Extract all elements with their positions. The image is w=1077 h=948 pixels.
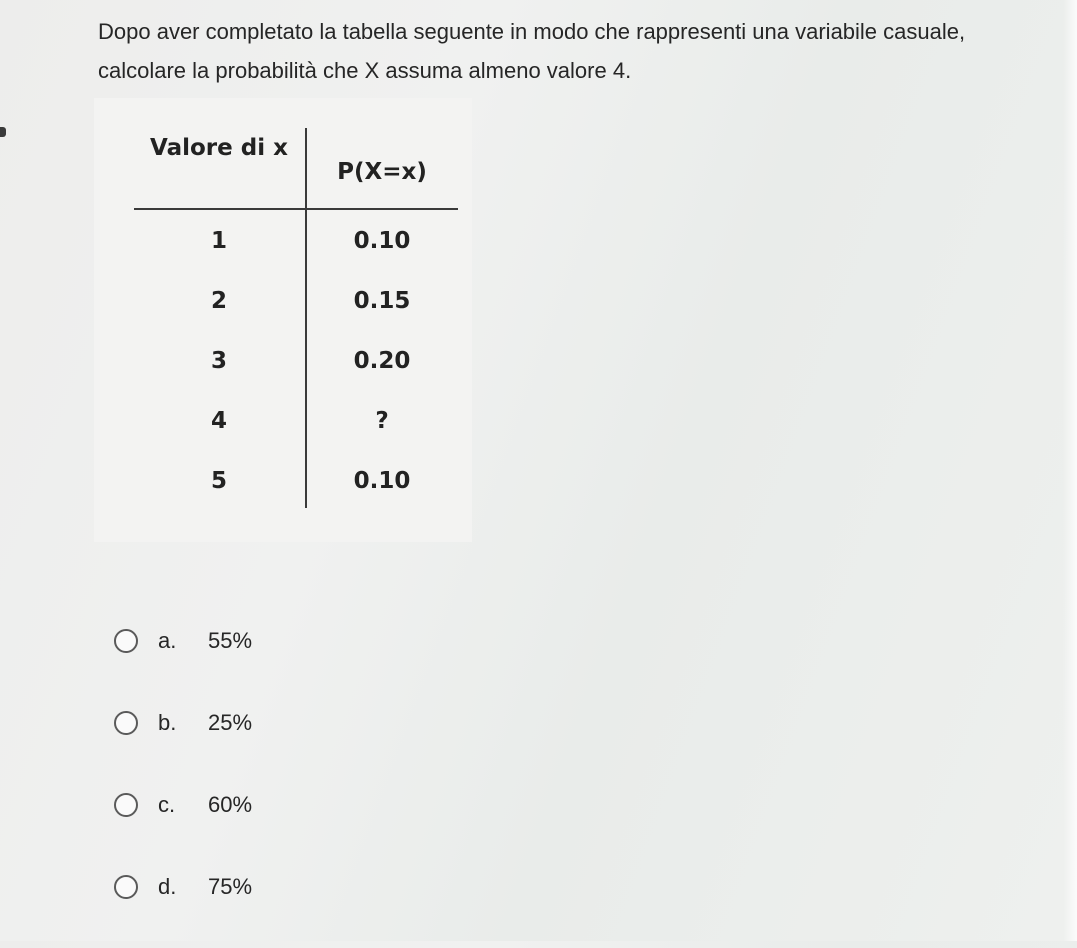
answer-options [114, 620, 252, 948]
answer-option-d[interactable] [114, 866, 252, 908]
table-cell-x: 3 [210, 348, 227, 374]
edge-marker [0, 127, 6, 137]
table-cell-x: 2 [210, 288, 227, 314]
table-cell-x: 4 [210, 408, 227, 434]
option-letter: d. [158, 874, 177, 899]
table-cell-x: 5 [210, 468, 227, 494]
option-value: 55% [208, 628, 253, 653]
table-cell-probability: 0.10 [353, 228, 411, 254]
option-letter: a. [158, 628, 177, 653]
radio-button-icon[interactable] [114, 629, 138, 653]
table-cell-x: 1 [210, 228, 227, 254]
table-cell-probability: 0.20 [353, 348, 411, 374]
option-letter: b. [158, 710, 177, 735]
table-header-x: Valore di x [150, 135, 288, 161]
table-cell-probability: 0.10 [353, 468, 411, 494]
radio-button-icon[interactable] [114, 711, 138, 735]
question-text: Dopo aver completato la tabella seguente in modo che rappresenti una variabile casuale, calcolare la probabilità che X assuma almeno valore 4. [98, 19, 966, 83]
answer-option-b[interactable] [114, 702, 252, 744]
answer-option-a[interactable] [114, 620, 252, 662]
table-column-divider [305, 128, 307, 508]
page-edge-shade [1063, 0, 1077, 941]
answer-option-c[interactable] [114, 784, 252, 826]
table-header-divider [134, 208, 458, 210]
probability-table [94, 98, 472, 542]
option-value: 75% [208, 874, 253, 899]
table-cell-probability: 0.15 [353, 288, 411, 314]
option-letter: c. [158, 792, 176, 817]
option-value: 60% [208, 792, 253, 817]
radio-button-icon[interactable] [114, 875, 138, 899]
radio-button-icon[interactable] [114, 793, 138, 817]
table-cell-probability: ? [375, 408, 389, 434]
table-header-probability: P(X=x) [337, 159, 427, 185]
option-value: 25% [208, 710, 253, 735]
